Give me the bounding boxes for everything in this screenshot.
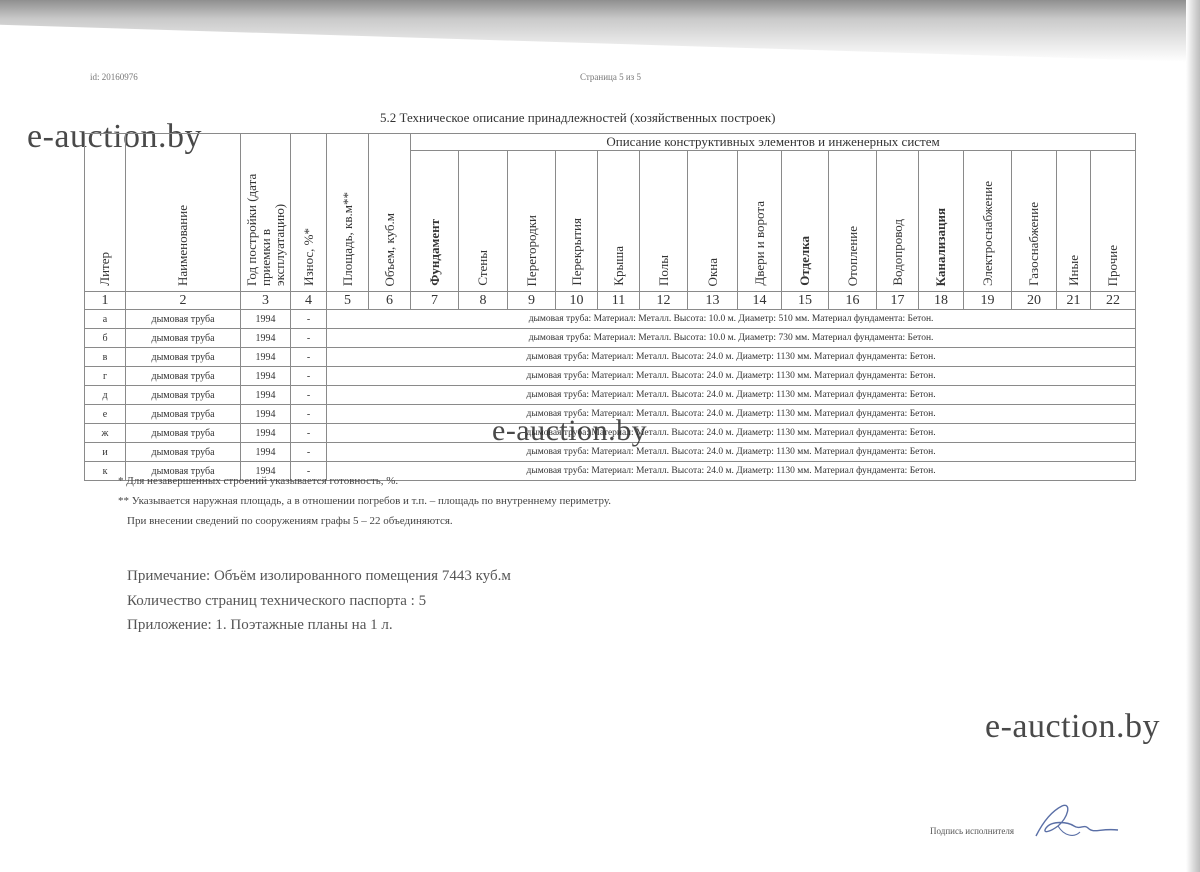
cell-description: дымовая труба: Материал: Металл. Высота: 24.0 м. Диаметр: 1130 мм. Материал фундамента: Бетон. bbox=[327, 443, 1136, 462]
cell-year: 1994 bbox=[241, 443, 291, 462]
col-header-roof: Крыша bbox=[598, 151, 640, 292]
scan-shadow-top bbox=[0, 0, 1200, 62]
cell-description: дымовая труба: Материал: Металл. Высота: 24.0 м. Диаметр: 1130 мм. Материал фундамента: Бетон. bbox=[327, 424, 1136, 443]
cell-name: дымовая труба bbox=[126, 367, 241, 386]
signature-mark bbox=[1028, 796, 1128, 846]
cell-name: дымовая труба bbox=[126, 329, 241, 348]
col-header-finish: Отделка bbox=[782, 151, 829, 292]
col-number: 16 bbox=[829, 292, 877, 310]
cell-year: 1994 bbox=[241, 462, 291, 481]
note-volume: Примечание: Объём изолированного помещения 7443 куб.м bbox=[127, 568, 511, 584]
cell-description: дымовая труба: Материал: Металл. Высота: 10.0 м. Диаметр: 730 мм. Материал фундамента: Бетон. bbox=[327, 329, 1136, 348]
cell-description: дымовая труба: Материал: Металл. Высота: 24.0 м. Диаметр: 1130 мм. Материал фундамента: Бетон. bbox=[327, 386, 1136, 405]
col-header-liter: Литер bbox=[85, 134, 126, 292]
col-header-water: Водопровод bbox=[877, 151, 919, 292]
cell-year: 1994 bbox=[241, 310, 291, 329]
cell-wear: - bbox=[291, 405, 327, 424]
col-number: 17 bbox=[877, 292, 919, 310]
col-header-walls: Стены bbox=[459, 151, 508, 292]
col-header-other: Иные bbox=[1057, 151, 1091, 292]
cell-name: дымовая труба bbox=[126, 310, 241, 329]
col-header-gas: Газоснабжение bbox=[1012, 151, 1057, 292]
col-number: 22 bbox=[1091, 292, 1136, 310]
table-row bbox=[85, 310, 1136, 329]
note-attachment: Приложение: 1. Поэтажные планы на 1 л. bbox=[127, 617, 393, 633]
cell-wear: - bbox=[291, 424, 327, 443]
table-row bbox=[85, 386, 1136, 405]
col-number: 15 bbox=[782, 292, 829, 310]
cell-wear: - bbox=[291, 462, 327, 481]
col-header-foundation: Фундамент bbox=[411, 151, 459, 292]
col-number: 21 bbox=[1057, 292, 1091, 310]
col-number: 4 bbox=[291, 292, 327, 310]
cell-liter: в bbox=[85, 348, 126, 367]
cell-year: 1994 bbox=[241, 386, 291, 405]
cell-wear: - bbox=[291, 386, 327, 405]
cell-wear: - bbox=[291, 348, 327, 367]
col-header-year: Год постройки (дата приемки в эксплуатацию) bbox=[241, 134, 291, 292]
col-header-misc: Прочие bbox=[1091, 151, 1136, 292]
cell-year: 1994 bbox=[241, 329, 291, 348]
col-header-volume: Объем, куб.м bbox=[369, 134, 411, 292]
note-pages: Количество страниц технического паспорта : 5 bbox=[127, 593, 427, 609]
col-header-floors-slabs: Перекрытия bbox=[556, 151, 598, 292]
col-number: 1 bbox=[85, 292, 126, 310]
cell-year: 1994 bbox=[241, 367, 291, 386]
col-number: 14 bbox=[738, 292, 782, 310]
footnote-2: ** Указывается наружная площадь, а в отношении погребов и т.п. – площадь по внутреннему периметру. bbox=[118, 495, 611, 507]
col-header-area: Площадь, кв.м** bbox=[327, 134, 369, 292]
cell-name: дымовая труба bbox=[126, 424, 241, 443]
cell-liter: ж bbox=[85, 424, 126, 443]
page-indicator: Страница 5 из 5 bbox=[580, 72, 641, 82]
cell-liter: д bbox=[85, 386, 126, 405]
col-number: 12 bbox=[640, 292, 688, 310]
cell-name: дымовая труба bbox=[126, 443, 241, 462]
cell-liter: и bbox=[85, 443, 126, 462]
scan-shadow-right bbox=[1186, 0, 1200, 872]
cell-description: дымовая труба: Материал: Металл. Высота: 24.0 м. Диаметр: 1130 мм. Материал фундамента: Бетон. bbox=[327, 462, 1136, 481]
cell-wear: - bbox=[291, 367, 327, 386]
col-number: 19 bbox=[964, 292, 1012, 310]
col-number: 7 bbox=[411, 292, 459, 310]
col-number: 18 bbox=[919, 292, 964, 310]
group-header: Описание конструктивных элементов и инженерных систем bbox=[411, 134, 1136, 151]
col-header-floors: Полы bbox=[640, 151, 688, 292]
cell-liter: б bbox=[85, 329, 126, 348]
cell-wear: - bbox=[291, 443, 327, 462]
footnote-1: * Для незавершенных строений указывается готовность, %. bbox=[118, 475, 399, 487]
col-header-partitions: Перегородки bbox=[508, 151, 556, 292]
col-header-doors: Двери и ворота bbox=[738, 151, 782, 292]
table-row bbox=[85, 348, 1136, 367]
col-number: 11 bbox=[598, 292, 640, 310]
watermark-bottom-right: e-auction.by bbox=[985, 708, 1160, 745]
watermark-top-left: e-auction.by bbox=[27, 118, 202, 155]
cell-liter: а bbox=[85, 310, 126, 329]
cell-description: дымовая труба: Материал: Металл. Высота: 24.0 м. Диаметр: 1130 мм. Материал фундамента: Бетон. bbox=[327, 348, 1136, 367]
col-number: 10 bbox=[556, 292, 598, 310]
table-row bbox=[85, 367, 1136, 386]
section-title: 5.2 Техническое описание принадлежностей (хозяйственных построек) bbox=[380, 110, 776, 125]
col-header-sewage: Канализация bbox=[919, 151, 964, 292]
cell-liter: е bbox=[85, 405, 126, 424]
cell-name: дымовая труба bbox=[126, 405, 241, 424]
cell-description: дымовая труба: Материал: Металл. Высота: 24.0 м. Диаметр: 1130 мм. Материал фундамента: Бетон. bbox=[327, 405, 1136, 424]
cell-description: дымовая труба: Материал: Металл. Высота: 24.0 м. Диаметр: 1130 мм. Материал фундамента: Бетон. bbox=[327, 367, 1136, 386]
cell-liter: г bbox=[85, 367, 126, 386]
cell-name: дымовая труба bbox=[126, 462, 241, 481]
col-header-heating: Отопление bbox=[829, 151, 877, 292]
col-number: 3 bbox=[241, 292, 291, 310]
doc-id: id: 20160976 bbox=[90, 72, 138, 82]
col-number: 2 bbox=[126, 292, 241, 310]
col-header-wear: Износ, %* bbox=[291, 134, 327, 292]
cell-year: 1994 bbox=[241, 424, 291, 443]
cell-wear: - bbox=[291, 310, 327, 329]
cell-description: дымовая труба: Материал: Металл. Высота: 10.0 м. Диаметр: 510 мм. Материал фундамента: Бетон. bbox=[327, 310, 1136, 329]
col-header-windows: Окна bbox=[688, 151, 738, 292]
col-number: 5 bbox=[327, 292, 369, 310]
col-number: 9 bbox=[508, 292, 556, 310]
col-header-electricity: Электроснабжение bbox=[964, 151, 1012, 292]
watermark-center: e-auction.by bbox=[492, 414, 648, 447]
col-number: 8 bbox=[459, 292, 508, 310]
cell-year: 1994 bbox=[241, 348, 291, 367]
cell-wear: - bbox=[291, 329, 327, 348]
col-header-name: Наименование bbox=[126, 134, 241, 292]
signature-label: Подпись исполнителя bbox=[930, 826, 1014, 836]
col-number: 20 bbox=[1012, 292, 1057, 310]
footnote-3: При внесении сведений по сооружениям графы 5 – 22 объединяются. bbox=[127, 515, 453, 527]
col-number: 6 bbox=[369, 292, 411, 310]
column-numbers-row bbox=[85, 292, 1136, 310]
col-number: 13 bbox=[688, 292, 738, 310]
table-row bbox=[85, 329, 1136, 348]
cell-liter: к bbox=[85, 462, 126, 481]
cell-year: 1994 bbox=[241, 405, 291, 424]
cell-name: дымовая труба bbox=[126, 386, 241, 405]
cell-name: дымовая труба bbox=[126, 348, 241, 367]
